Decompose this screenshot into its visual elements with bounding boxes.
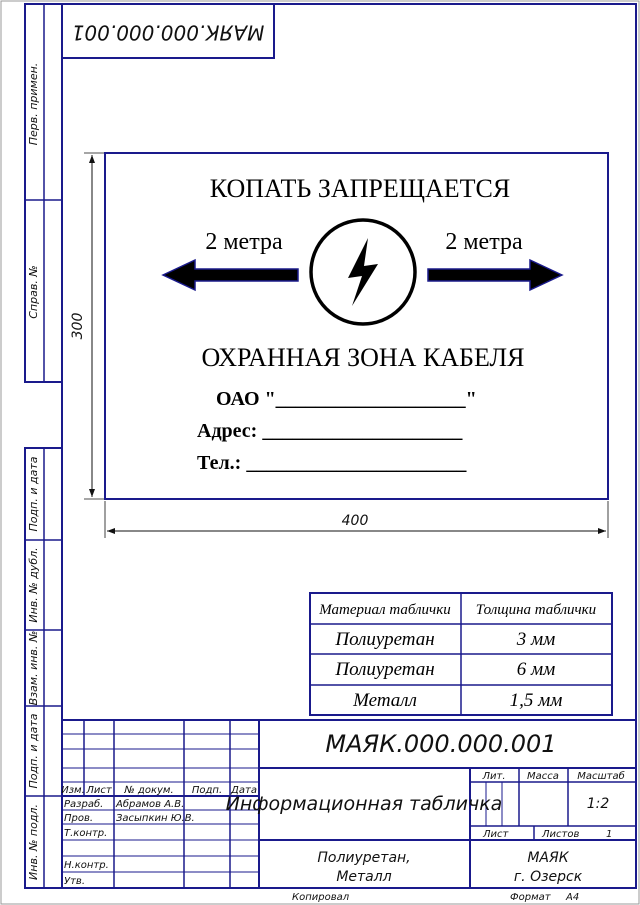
label-podp-data-2: Подп. и дата xyxy=(27,713,40,789)
phone-field: Тел.: ______________________ xyxy=(197,452,467,474)
address-field: Адрес: ____________________ xyxy=(197,420,463,442)
width-dimension-value: 400 xyxy=(341,513,369,529)
materials-header-material: Материал таблички xyxy=(319,602,451,618)
table-cell: Полиуретан xyxy=(335,629,435,650)
format-value: А4 xyxy=(566,892,580,903)
height-dimension-value: 300 xyxy=(70,312,86,340)
document-number: МАЯК.000.000.001 xyxy=(325,730,557,758)
materials-table xyxy=(310,593,612,715)
label-sprav-no: Справ. № xyxy=(27,265,40,319)
label-vzam-inv: Взам. инв. № xyxy=(27,630,40,706)
sheets-count: 1 xyxy=(606,829,613,840)
column-list: Лист xyxy=(86,785,112,796)
name-razrab: Абрамов А.В. xyxy=(116,799,185,810)
sign-subtitle: ОХРАННАЯ ЗОНА КАБЕЛЯ xyxy=(201,343,525,372)
sign-border xyxy=(105,153,608,499)
right-distance-label: 2 метра xyxy=(445,229,523,255)
table-cell: 3 мм xyxy=(516,629,556,650)
sheet-label: Лист xyxy=(483,829,509,840)
format-label: Формат xyxy=(510,892,551,903)
role-utv: Утв. xyxy=(64,876,85,887)
label-podp-data-1: Подп. и дата xyxy=(27,456,40,532)
scale-label: Масштаб xyxy=(577,771,625,782)
org-line-2: г. Озерск xyxy=(513,869,583,885)
drawing-name: Информационная табличка xyxy=(225,793,503,815)
top-document-number-box xyxy=(62,4,274,58)
table-cell: Полиуретан xyxy=(335,659,435,680)
warning-sign xyxy=(105,153,608,499)
document-number-rotated: МАЯК.000.000.001 xyxy=(71,20,265,45)
label-inv-podl: Инв. № подл. xyxy=(27,804,40,880)
column-izm: Изм. xyxy=(61,785,85,796)
role-prov: Пров. xyxy=(64,813,94,824)
table-cell: 6 мм xyxy=(516,659,556,680)
title-block xyxy=(61,720,636,888)
sign-title: КОПАТЬ ЗАПРЕЩАЕТСЯ xyxy=(209,174,511,203)
name-prov: Засыпкин Ю.В. xyxy=(116,813,195,824)
materials-header-thickness: Толщина таблички xyxy=(475,602,597,618)
role-nkontr: Н.контр. xyxy=(64,860,109,871)
org-line-1: МАЯК xyxy=(527,850,569,866)
left-distance-label: 2 метра xyxy=(205,229,283,255)
material-line-2: Металл xyxy=(336,869,392,885)
right-arrow-icon xyxy=(428,260,562,290)
role-razrab: Разраб. xyxy=(64,799,104,810)
height-dimension xyxy=(70,153,104,499)
left-arrow-icon xyxy=(163,260,298,290)
left-side-columns xyxy=(25,4,62,888)
width-dimension xyxy=(105,501,608,538)
material-line-1: Полиуретан, xyxy=(317,850,411,866)
label-perv-primen: Перв. примен. xyxy=(27,62,40,146)
label-inv-dubl: Инв. № дубл. xyxy=(27,547,40,623)
role-tkontr: Т.контр. xyxy=(64,828,108,839)
table-cell: Металл xyxy=(353,690,417,711)
column-data: Дата xyxy=(231,785,257,796)
lit-label: Лит. xyxy=(482,771,506,782)
column-doc-no: № докум. xyxy=(124,785,174,796)
column-podp: Подп. xyxy=(191,785,223,796)
copied-label: Копировал xyxy=(292,892,350,903)
sheets-label: Листов xyxy=(542,829,580,840)
scale-value: 1:2 xyxy=(586,796,610,812)
table-cell: 1,5 мм xyxy=(509,690,563,711)
organization-field: ОАО "___________________" xyxy=(216,388,477,410)
mass-label: Масса xyxy=(527,771,559,782)
high-voltage-lightning-icon xyxy=(311,220,415,324)
